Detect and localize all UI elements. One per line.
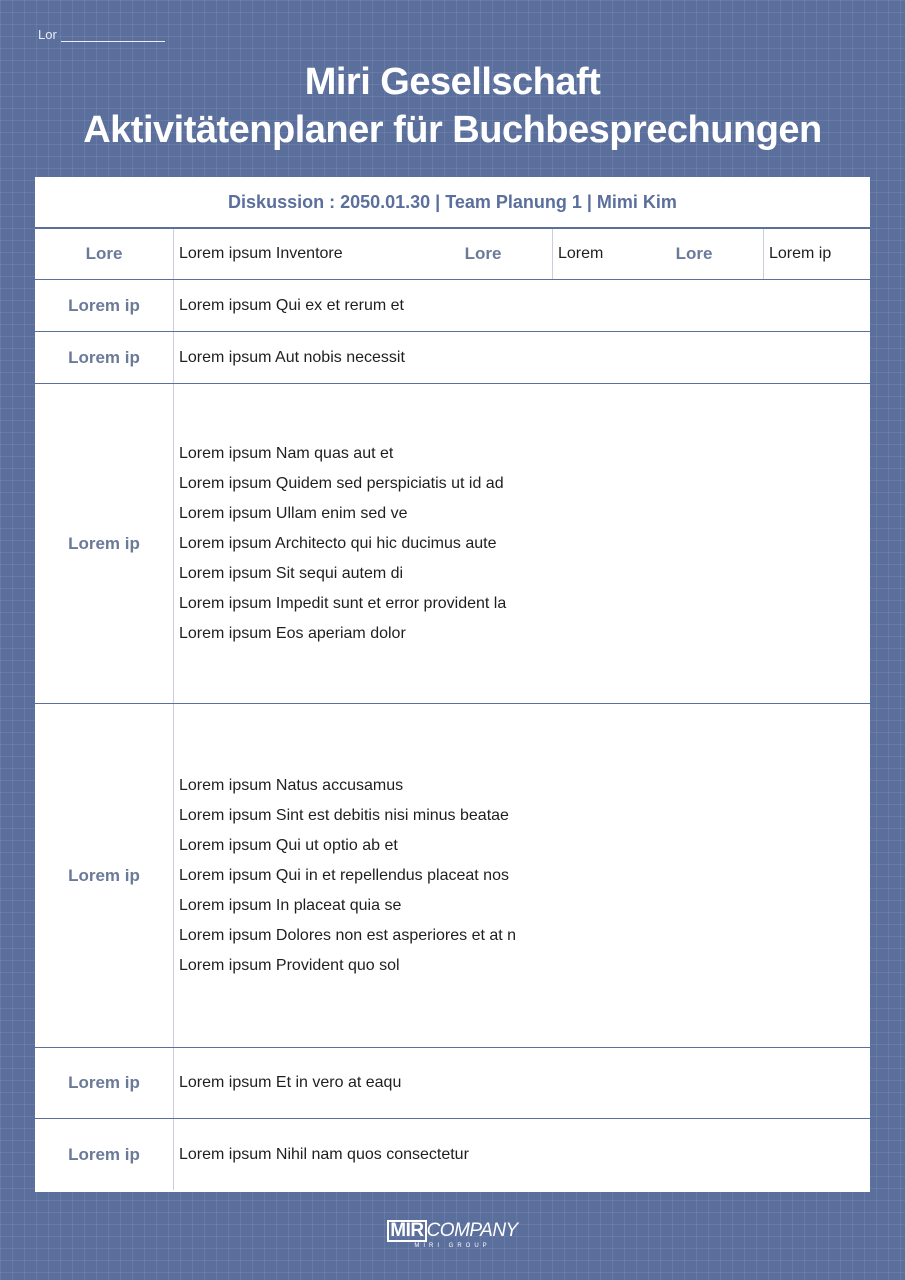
row-line: Lorem ipsum Ullam enim sed ve bbox=[179, 504, 408, 522]
row-value bbox=[174, 1048, 870, 1118]
meta-row bbox=[35, 229, 870, 280]
row-line: Lorem ipsum Dolores non est asperiores et at n bbox=[179, 926, 517, 944]
row-line: Lorem ipsum Sit sequi autem di bbox=[179, 564, 404, 582]
name-field-label: Lor bbox=[38, 27, 57, 42]
row-line: Lorem ipsum Quidem sed perspiciatis ut id ad bbox=[179, 474, 504, 492]
row-line: Lorem ipsum Eos aperiam dolor bbox=[179, 624, 406, 642]
meta-label-2: Lore bbox=[414, 229, 553, 279]
row-line: Lorem ipsum Natus accusamus bbox=[179, 776, 404, 794]
page-title bbox=[0, 58, 905, 154]
title-line-2: Aktivitätenplaner für Buchbesprechungen bbox=[83, 109, 822, 151]
row-line: Lorem ipsum Nihil nam quos consectetur bbox=[179, 1145, 469, 1163]
meta-label-1: Lore bbox=[35, 229, 174, 279]
table-row bbox=[35, 1119, 870, 1190]
row-line: Lorem ipsum Nam quas aut et bbox=[179, 444, 394, 462]
row-line: Lorem ipsum Architecto qui hic ducimus aute bbox=[179, 534, 497, 552]
table-row bbox=[35, 280, 870, 332]
row-label: Lorem ip bbox=[35, 332, 174, 383]
meta-label-3: Lore bbox=[625, 229, 764, 279]
row-value bbox=[174, 384, 870, 703]
row-line: Lorem ipsum Qui ex et rerum et bbox=[179, 296, 404, 314]
title-line-1: Miri Gesellschaft bbox=[304, 61, 601, 103]
row-line: Lorem ipsum Qui ut optio ab et bbox=[179, 836, 398, 854]
row-label: Lorem ip bbox=[35, 1119, 174, 1190]
table-row bbox=[35, 704, 870, 1048]
meta-value-3: Lorem ip bbox=[769, 245, 832, 262]
row-line: Lorem ipsum In placeat quia se bbox=[179, 896, 402, 914]
logo-mark bbox=[0, 1220, 905, 1242]
name-field bbox=[38, 27, 165, 42]
logo-mark-text: COMPANY bbox=[426, 1220, 518, 1241]
meta-value-2: Lorem bbox=[558, 245, 604, 262]
name-field-line[interactable] bbox=[61, 28, 165, 42]
logo-subtitle: MIRI GROUP bbox=[414, 1243, 491, 1249]
row-line: Lorem ipsum Qui in et repellendus placeat nos bbox=[179, 866, 509, 884]
row-label: Lorem ip bbox=[35, 704, 174, 1047]
table-row bbox=[35, 384, 870, 704]
row-line: Lorem ipsum Aut nobis necessit bbox=[179, 348, 405, 366]
row-value bbox=[174, 280, 870, 331]
discussion-header: Diskussion : 2050.01.30 | Team Planung 1 | Mimi Kim bbox=[35, 177, 870, 229]
row-line: Lorem ipsum Sint est debitis nisi minus beatae bbox=[179, 806, 509, 824]
row-line: Lorem ipsum Provident quo sol bbox=[179, 956, 400, 974]
company-logo bbox=[0, 1220, 905, 1249]
table-row bbox=[35, 332, 870, 384]
row-label: Lorem ip bbox=[35, 384, 174, 703]
planner-sheet bbox=[35, 177, 870, 1192]
row-line: Lorem ipsum Et in vero at eaqu bbox=[179, 1074, 402, 1091]
row-label: Lorem ip bbox=[35, 280, 174, 331]
logo-mark-box: MIR bbox=[387, 1220, 426, 1242]
row-value bbox=[174, 332, 870, 383]
row-line: Lorem ipsum Impedit sunt et error provident la bbox=[179, 594, 507, 612]
table-row bbox=[35, 1048, 870, 1119]
meta-value-1: Lorem ipsum Inventore bbox=[179, 245, 343, 262]
row-value bbox=[174, 704, 870, 1047]
row-label: Lorem ip bbox=[35, 1048, 174, 1118]
row-value bbox=[174, 1119, 870, 1190]
